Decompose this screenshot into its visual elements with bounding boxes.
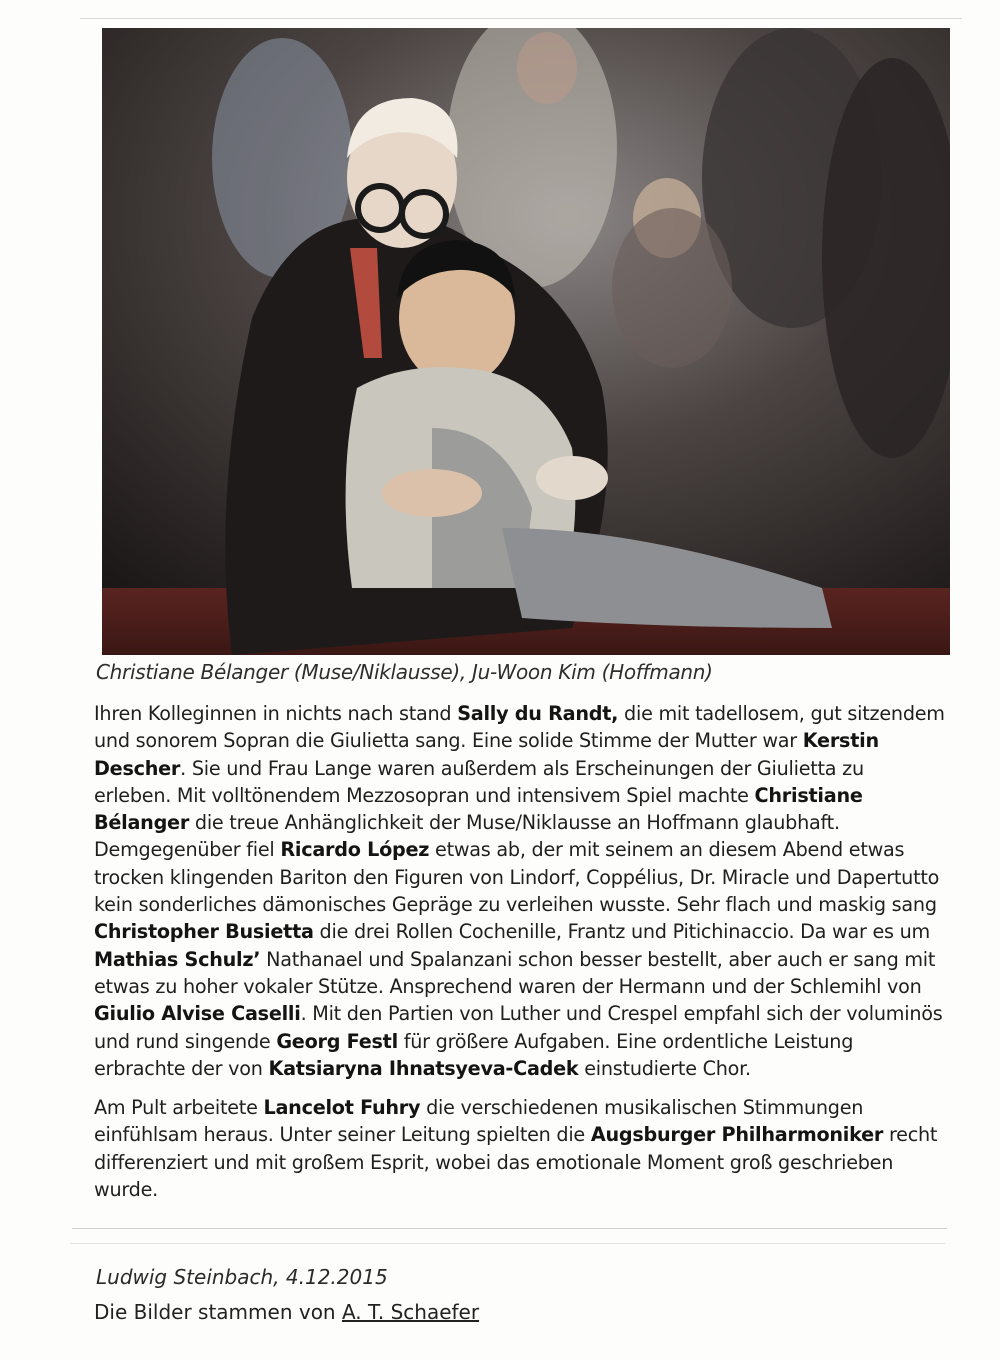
text-segment: Nathanael und Spalanzani schon besser bestellt, aber auch er sang mit etwas zu hoher vokaler Stütze. Ansprechend waren der Hermann und der Schlemihl von — [94, 947, 936, 998]
text-segment: für größere Aufgaben. Eine ordentliche Leistung erbrachte der von — [94, 1029, 854, 1080]
text-segment: Ihren Kolleginnen in nichts nach stand — [94, 702, 458, 725]
performer-name: Ricardo López — [280, 838, 430, 862]
review-paragraph-2 — [94, 1094, 946, 1203]
orchestra-name: Augsburger Philharmoniker — [590, 1123, 884, 1147]
performer-name: Mathias Schulz’ — [94, 947, 261, 971]
performer-name: Georg Festl — [276, 1029, 398, 1053]
photographer-link[interactable]: A. T. Schaefer — [341, 1300, 480, 1324]
bottom-divider-secondary — [70, 1243, 945, 1244]
text-segment: etwas ab, der mit seinem an diesem Abend etwas trocken klingenden Bariton den Figuren von Lindorf, Coppélius, Dr. Miracle und Dapertutto kein sonderliches dämonisches Gepräge zu verleihen wusste. Sehr flach und maskig sang — [94, 838, 940, 917]
text-segment: . Mit den Partien von Luther und Crespel empfahl sich der voluminös und rund singende — [94, 1002, 943, 1053]
photo-credit — [94, 1300, 479, 1324]
author-signature: Ludwig Steinbach, 4.12.2015 — [96, 1265, 388, 1289]
top-divider — [80, 18, 962, 19]
text-segment: . Sie und Frau Lange waren außerdem als Erscheinungen der Giulietta zu erleben. Mit volltönendem Mezzosopran und intensivem Spiel machte — [94, 756, 864, 807]
stage-photo — [102, 28, 950, 655]
text-segment: Am Pult arbeitete — [94, 1096, 264, 1120]
credit-text: Die Bilder stammen von — [94, 1300, 342, 1324]
text-segment: die verschiedenen musikalischen Stimmungen einfühlsam heraus. Unter seiner Leitung spielten die — [94, 1096, 864, 1147]
performer-name: Christiane Bélanger — [94, 783, 863, 835]
text-segment: die drei Rollen Cochenille, Frantz und Pitichinaccio. Da war es um — [313, 920, 930, 944]
stage-photo-icon — [102, 28, 950, 655]
performer-name: Giulio Alvise Caselli — [94, 1002, 301, 1026]
performer-name: Christopher Busietta — [94, 920, 314, 944]
text-segment: recht differenziert und mit großem Esprit, wobei das emotionale Moment groß geschrieben wurde. — [94, 1123, 938, 1202]
review-paragraph-1 — [94, 700, 946, 1082]
performer-name: Katsiaryna Ihnatsyeva-Cadek — [268, 1056, 579, 1080]
photo-caption: Christiane Bélanger (Muse/Niklausse), Ju-Woon Kim (Hoffmann) — [96, 660, 713, 684]
review-body — [94, 700, 946, 1203]
conductor-name: Lancelot Fuhry — [263, 1096, 421, 1120]
text-segment: die mit tadellosem, gut sitzendem und sonorem Sopran die Giulietta sang. Eine solide Stimme der Mutter war — [94, 702, 945, 753]
text-segment: einstudierte Chor. — [578, 1056, 751, 1080]
text-segment: die treue Anhänglichkeit der Muse/Niklausse an Hoffmann glaubhaft. Demgegenüber fiel — [94, 811, 840, 862]
performer-name: Kerstin Descher — [94, 729, 879, 780]
performer-name: Sally du Randt, — [457, 702, 619, 725]
bottom-divider — [72, 1228, 947, 1229]
